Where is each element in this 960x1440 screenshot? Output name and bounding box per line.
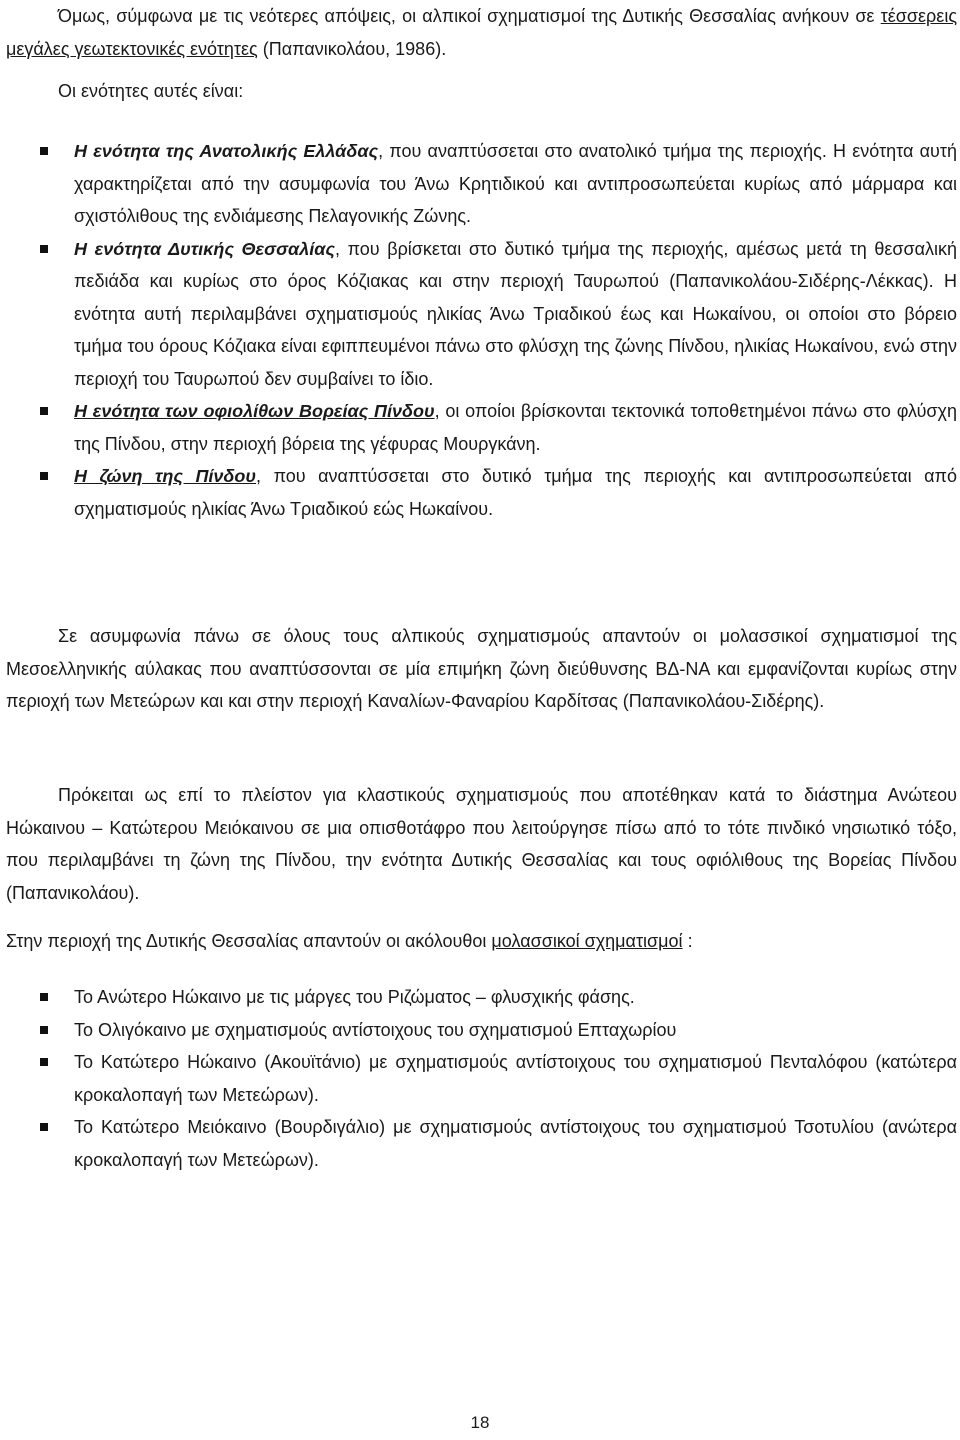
square-bullet-icon [40, 472, 48, 480]
list-item [6, 135, 957, 233]
paragraph-clastic: Πρόκειται ως επί το πλείστον για κλαστικούς σχηματισμούς που αποτέθηκαν κατά το διάστημα Ανώτεου Ηώκαινου – Κατώτερου Μειόκαινου σε μια οπισθοτάφρο που λειτούργησε πίσω από το τότε πινδικό νησιωτικό τόξο, που περιλαμβάνει τη ζώνη της Πίνδου, την ενότητα Δυτικής Θεσσαλίας και τους οφιόλιθους της Βορείας Πίνδου (Παπανικολάου). [6, 785, 957, 903]
underlined-molasse-phrase: μολασσικοί σχηματισμοί [491, 931, 683, 951]
formations-list [6, 981, 957, 1176]
units-intro: Οι ενότητες αυτές είναι: [58, 81, 244, 101]
square-bullet-icon [40, 245, 48, 253]
paragraph-intro [6, 0, 957, 65]
unit-name: Η ενότητα της Ανατολικής Ελλάδας [74, 141, 379, 161]
intro-text-start: Όμως, σύμφωνα με τις νεότερες απόψεις, οι αλπικοί σχηματισμοί της Δυτικής Θεσσαλίας ανήκουν σε [58, 6, 881, 26]
underlined-units-phrase: τέσσερεις μεγάλες γεωτεκτονικές ενότητες [6, 6, 957, 59]
intro-citation: (Παπανικολάου, 1986). [257, 38, 447, 59]
unit-name: Η ενότητα Δυτικής Θεσσαλίας [74, 238, 335, 259]
unit-description: , που αναπτύσσεται στο ανατολικό τμήμα της περιοχής. Η ενότητα αυτή χαρακτηρίζεται από την ασυμφωνία του Άνω Κρητιδικού και αντιπροσωπεύεται κυρίως από μάρμαρα και σχιστόλιθους της ενδιάμεσης Πελαγονικής Ζώνης. [74, 141, 958, 226]
list-item: Το Κατώτερο Μειόκαινο (Βουρδιγάλιο) με σχηματισμούς αντίστοιχους του σχηματισμού Τσοτυλίου (ανώτερα κροκαλοπαγή των Μετεώρων). [6, 1111, 957, 1176]
square-bullet-icon [40, 1058, 48, 1066]
list-item: Το Κατώτερο Ηώκαινο (Ακουϊτάνιο) με σχηματισμούς αντίστοιχους του σχηματισμού Πενταλόφου (κατώτερα κροκαλοπαγή των Μετεώρων). [6, 1046, 957, 1111]
page-number: 18 [470, 1413, 490, 1432]
square-bullet-icon [40, 147, 48, 155]
list-item: Το Ολιγόκαινο με σχηματισμούς αντίστοιχους του σχηματισμού Επταχωρίου [6, 1014, 957, 1047]
square-bullet-icon [40, 1026, 48, 1034]
molasse-intro: Στην περιοχή της Δυτικής Θεσσαλίας απαντούν οι ακόλουθοι μολασσικοί σχηματισμοί : [6, 931, 693, 951]
unit-description: , που βρίσκεται στο δυτικό τμήμα της περιοχής, αμέσως μετά τη θεσσαλική πεδιάδα και κυρίως στο όρος Κόζιακας και στην περιοχή Ταυρωπού (Παπανικολάου-Σιδέρης-Λέκκας). Η ενότητα αυτή περιλαμβάνει σχηματισμούς ηλικίας Άνω Τριαδικού έως και Ηωκαίνου, οι οποίοι στο βόρειο τμήμα του όρους Κόζιακα είναι εφιππευμένοι πάνω στο φλύσχη της ζώνης Πίνδου, ηλικίας Ηωκαίνου, ενώ στην περιοχή του Ταυρωπού δεν συμβαίνει το ίδιο. [74, 238, 957, 389]
unit-name: Η ζώνη της Πίνδου [74, 466, 257, 486]
unit-description: , που αναπτύσσεται στο δυτικό τμήμα της περιοχής και αντιπροσωπεύεται από σχηματισμούς ηλικίας Άνω Τριαδικού εώς Ηωκαίνου. [74, 466, 957, 519]
list-item: Το Ανώτερο Ηώκαινο με τις μάργες του Ριζώματος – φλυσχικής φάσης. [6, 981, 957, 1014]
square-bullet-icon [40, 407, 48, 415]
square-bullet-icon [40, 1123, 48, 1131]
list-item [6, 233, 957, 396]
unit-description: , οι οποίοι βρίσκονται τεκτονικά τοποθετημένοι πάνω στο φλύσχη της Πίνδου, στην περιοχή βόρεια της γέφυρας Μουργκάνη. [74, 401, 957, 454]
paragraph-molasse: Σε ασυμφωνία πάνω σε όλους τους αλπικούς σχηματισμούς απαντούν οι μολασσικοί σχηματισμοί της Μεσοελληνικής αύλακας που αναπτύσσονται σε μία επιμήκη ζώνη διεύθυνσης ΒΔ-ΝΑ και εμφανίζονται κυρίως στην περιοχή των Μετεώρων και και στην περιοχή Καναλίων-Φαναρίου Καρδίτσας (Παπανικολάου-Σιδέρης). [6, 626, 957, 711]
units-list [6, 135, 957, 525]
list-item [6, 460, 957, 525]
list-item [6, 395, 957, 460]
unit-name: Η ενότητα των οφιολίθων Βορείας Πίνδου [74, 401, 435, 421]
square-bullet-icon [40, 993, 48, 1001]
